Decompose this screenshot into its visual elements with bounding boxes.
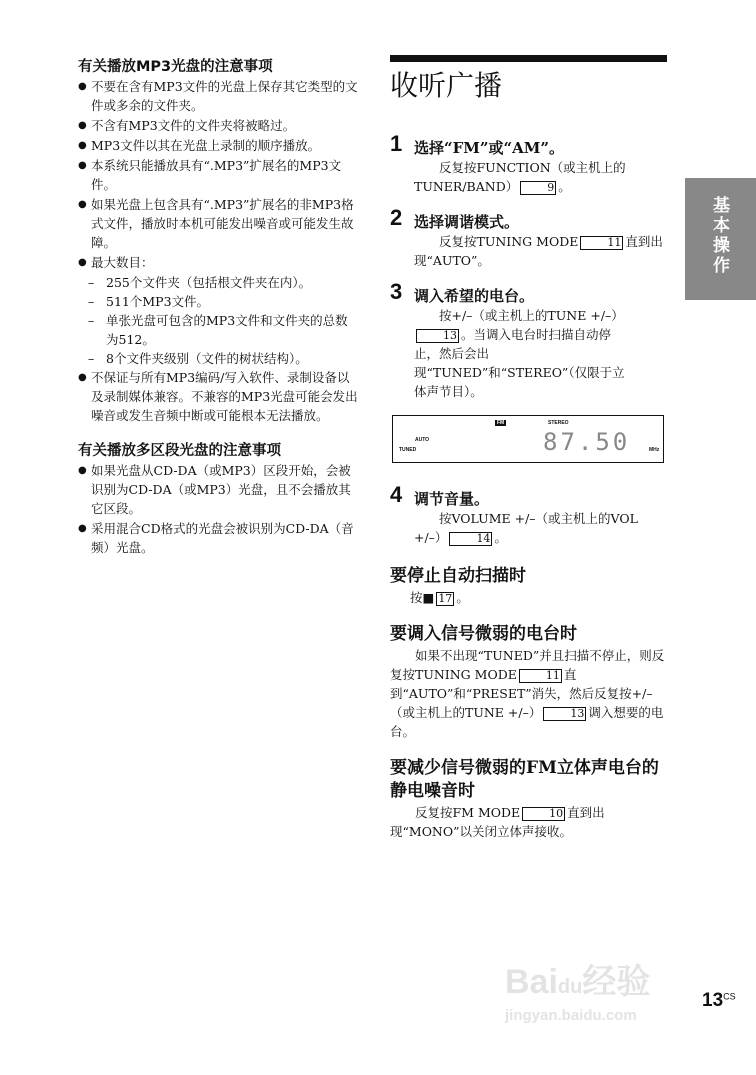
step-4: 4 调节音量。 按VOLUME +/–（或主机上的VOL +/–） 14 。 xyxy=(390,482,638,545)
step-2: 2 选择调谐模式。 反复按TUNING MODE 11 直到出现“AUTO”。 xyxy=(390,205,663,268)
bullet: ● 不保证与所有MP3编码/写入软件、录制设备以及录制媒体兼容。不兼容的MP3光盘可能会发出噪音或发生音频中断或可能根本无法播放。 xyxy=(78,368,358,425)
watermark-logo: Baidu经验 jingyan.baidu.com xyxy=(505,963,651,1024)
side-tab xyxy=(685,178,756,300)
title-rule xyxy=(390,55,667,62)
side-tab-label: 基本操作 xyxy=(709,196,729,276)
display-panel: FM STEREO AUTO TUNED 87.50 MHz xyxy=(392,415,664,463)
button-ref: 11 xyxy=(580,236,623,250)
max-item: – 255个文件夹（包括根文件夹在内）。 xyxy=(88,275,312,290)
page-number: $13^{CS}$ xyxy=(702,990,736,1011)
bullet: ● 采用混合CD格式的光盘会被识别为CD-DA（音频）光盘。 xyxy=(78,519,358,557)
bullet: ● 不含有MP3文件的文件夹将被略过。 xyxy=(78,116,358,135)
left-column xyxy=(78,57,358,558)
bullet: ● 最大数目： xyxy=(78,253,358,272)
bullet: ● 如果光盘从CD-DA（或MP3）区段开始，会被识别为CD-DA（或MP3）光盘，且不会播放其它区段。 xyxy=(78,461,358,518)
max-item: – 511个MP3文件。 xyxy=(88,294,210,309)
step-1: 1 选择“FM”或“AM”。 反复按FUNCTION（或主机上的TUNER/BAND） 9 。 xyxy=(390,131,626,194)
weak-station-section: 要调入信号微弱的电台时 如果不出现“TUNED”并且扫描不停止，则反复按TUNING MODE 11 直到“AUTO”和“PRESET”消失，然后反复按+/–（或主机上的TUNE +/–） 13 调入想要的电台。 xyxy=(390,624,665,739)
button-ref: 13 xyxy=(416,329,459,343)
bullet: ● 如果光盘上包含具有“.MP3”扩展名的非MP3格式文件，播放时本机可能发出噪音或可能发生故障。 xyxy=(78,195,358,252)
bullet: ● 不要在含有MP3文件的光盘上保存其它类型的文件或多余的文件夹。 xyxy=(78,77,358,115)
step-3: 3 调入希望的电台。 按+/–（或主机上的TUNE +/–）13 。当调入电台时扫描自动停止，然后会出现“TUNED”和“STEREO”（仅限于立体声节目）。 xyxy=(390,279,625,399)
page-title: 收听广播 xyxy=(390,69,503,102)
max-item: – 8个文件夹级别（文件的树状结构）。 xyxy=(88,351,308,366)
button-ref: 14 xyxy=(449,532,492,546)
button-ref: 17 xyxy=(438,592,453,605)
stop-section: 要停止自动扫描时 按■ 17 。 xyxy=(390,566,526,605)
multisession-heading: 有关播放多区段光盘的注意事项 xyxy=(78,443,281,459)
button-ref: 10 xyxy=(522,807,565,821)
bullet: ● 本系统只能播放具有“.MP3”扩展名的MP3文件。 xyxy=(78,156,358,194)
button-ref: 13 xyxy=(543,707,586,721)
button-ref: 11 xyxy=(519,669,562,683)
fm-noise-section: 要减少信号微弱的FM立体声电台的静电噪音时 反复按FM MODE 10 直到出现“MONO”以关闭立体声接收。 xyxy=(390,758,659,839)
button-ref: 9 xyxy=(520,181,556,195)
right-column xyxy=(390,131,665,841)
frequency-readout: 87.50 xyxy=(543,428,631,456)
max-item: – 单张光盘可包含的MP3文件和文件夹的总数为512。 xyxy=(88,313,348,347)
mp3-notes-heading: 有关播放MP3光盘的注意事项 xyxy=(78,59,273,75)
bullet: ● MP3文件以其在光盘上录制的顺序播放。 xyxy=(78,136,358,155)
